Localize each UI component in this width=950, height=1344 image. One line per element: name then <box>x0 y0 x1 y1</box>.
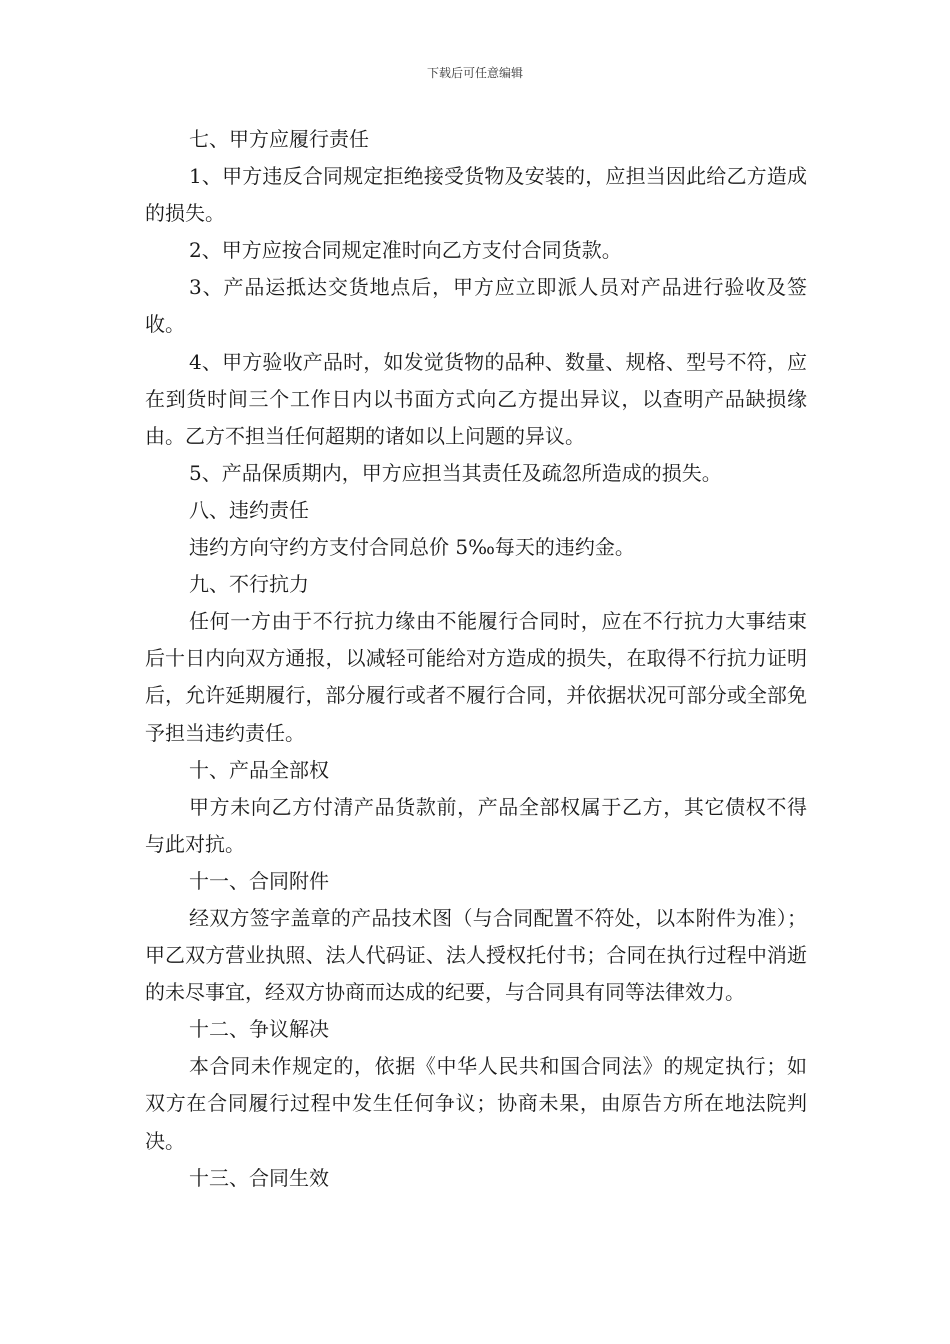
clause-10: 甲方未向乙方付清产品货款前，产品全部权属于乙方，其它债权不得与此对抗。 <box>145 794 807 856</box>
section-heading-9: 九、不行抗力 <box>189 572 309 597</box>
clause-9: 任何一方由于不行抗力缘由不能履行合同时，应在不行抗力大事结束后十日内向双方通报，以减轻可能给对方造成的损失，在取得不行抗力证明后，允许延期履行，部分履行或者不履行合同，并依据状况可部分或全部免予担当违约责任。 <box>145 609 807 745</box>
clause-12: 本合同未作规定的，依据《中华人民共和国合同法》的规定执行；如双方在合同履行过程中发生任何争议；协商未果，由原告方所在地法院判决。 <box>145 1054 807 1153</box>
page-header: 下载后可任意编辑 <box>426 66 523 80</box>
clause-8: 违约方向守约方支付合同总价 5‰每天的违约金。 <box>189 535 635 560</box>
clause-7-2: 2、甲方应按合同规定准时向乙方支付合同货款。 <box>189 238 622 263</box>
section-heading-10: 十、产品全部权 <box>189 757 329 782</box>
section-heading-7: 七、甲方应履行责任 <box>189 127 369 151</box>
section-heading-13: 十三、合同生效 <box>189 1165 329 1190</box>
clause-11: 经双方签字盖章的产品技术图（与合同配置不符处，以本附件为准）；甲乙双方营业执照、法人代码证、法人授权托付书；合同在执行过程中消逝的未尽事宜，经双方协商而达成的纪要，与合同具有同等法律效力。 <box>145 905 807 1005</box>
section-heading-12: 十二、争议解决 <box>189 1017 329 1042</box>
clause-7-3: 3、产品运抵达交货地点后，甲方应立即派人员对产品进行验收及签收。 <box>145 275 807 337</box>
clause-7-1: 1、甲方违反合同规定拒绝接受货物及安装的，应担当因此给乙方造成的损失。 <box>145 164 807 226</box>
section-heading-11: 十一、合同附件 <box>189 868 329 893</box>
clause-7-4: 4、甲方验收产品时，如发觉货物的品种、数量、规格、型号不符，应在到货时间三个工作日内以书面方式向乙方提出异议，以查明产品缺损缘由。乙方不担当任何超期的诸如以上问题的异议。 <box>145 349 807 448</box>
clause-7-5: 5、产品保质期内，甲方应担当其责任及疏忽所造成的损失。 <box>189 460 722 485</box>
section-heading-8: 八、违约责任 <box>189 497 309 522</box>
contract-body <box>145 121 807 1197</box>
